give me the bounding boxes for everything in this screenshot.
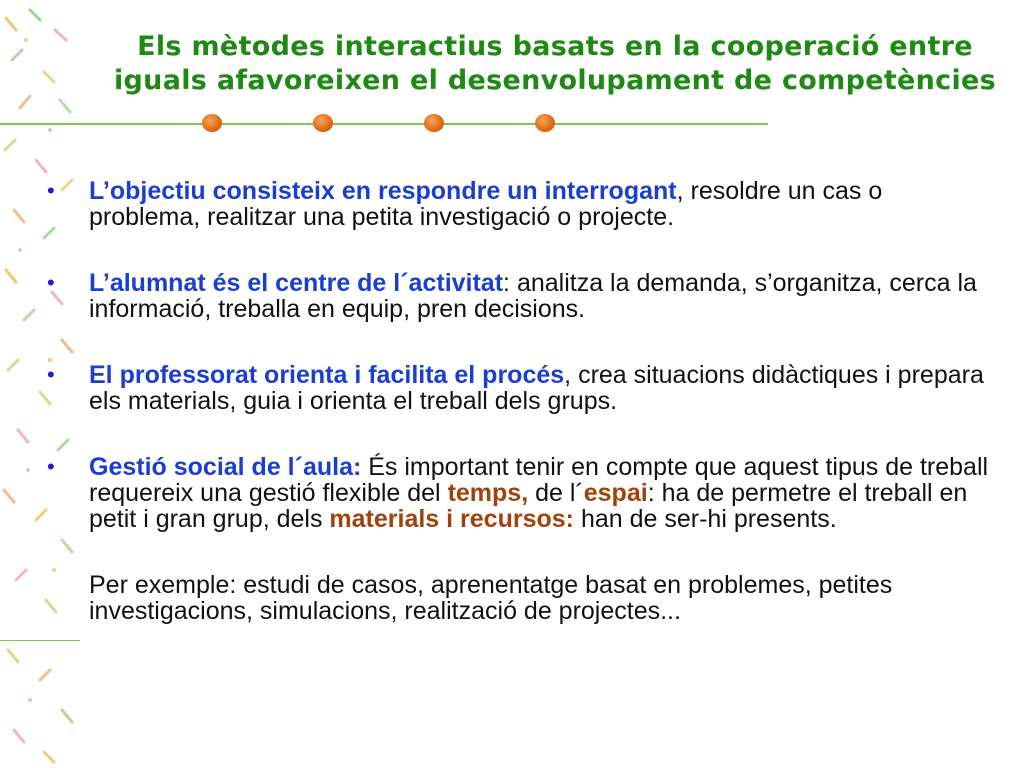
bullet-text bbox=[89, 572, 995, 624]
bullet-marker-icon: • bbox=[47, 362, 55, 387]
bullet-item bbox=[45, 270, 995, 322]
bullet-item bbox=[45, 362, 995, 414]
bullet-highlight-segment: materials i recursos: bbox=[329, 505, 574, 533]
slide-title-line-1: Els mètodes interactius basats en la cooperació entre bbox=[137, 31, 973, 62]
bullet-highlight-segment: espai bbox=[583, 479, 648, 507]
bullet-marker-icon: • bbox=[47, 178, 55, 203]
bullet-text-segment: , crea situacions didàctiques i prepara els materials, guia i orienta el treball dels grups. bbox=[89, 361, 984, 415]
bullet-marker-icon: • bbox=[47, 454, 55, 479]
bullet-text-segment: Per exemple: estudi de casos, aprenentatge basat en problemes, petites investigacions, simulacions, realització de projectes... bbox=[89, 571, 893, 625]
bullet-list bbox=[45, 178, 995, 664]
bullet-text bbox=[89, 362, 995, 414]
bullet-text bbox=[89, 270, 995, 322]
bullet-item bbox=[45, 454, 995, 532]
bullet-highlight-segment: L’alumnat és el centre de l´activitat bbox=[89, 269, 504, 297]
bullet-text bbox=[89, 454, 995, 532]
bullet-item bbox=[45, 178, 995, 230]
bullet-text-segment: han de ser-hi presents. bbox=[574, 505, 837, 533]
bullet-highlight-segment: Gestió social de l´aula: bbox=[89, 453, 362, 481]
title-underline-rule bbox=[0, 123, 768, 125]
bullet-text-segment: de l´ bbox=[528, 479, 584, 507]
bullet-highlight-segment: L’objectiu consisteix en respondre un interrogant bbox=[89, 177, 677, 205]
bullet-highlight-segment: temps, bbox=[447, 479, 529, 507]
bullet-text-segment: , resoldre un cas o problema, realitzar una petita investigació o projecte. bbox=[89, 177, 883, 231]
slide-title bbox=[95, 30, 1015, 98]
slide-title-line-2: iguals afavoreixen el desenvolupament de competències bbox=[113, 65, 997, 96]
bullet-text-segment: : ha de permetre el treball en petit i gran grup, dels bbox=[89, 479, 968, 533]
bullet-text bbox=[89, 178, 995, 230]
bullet-item bbox=[45, 572, 995, 624]
bullet-highlight-segment: El professorat orienta i facilita el procés bbox=[89, 361, 565, 389]
bullet-text-segment: : analitza la demanda, s’organitza, cerca la informació, treballa en equip, pren decisions. bbox=[89, 269, 977, 323]
bullet-text-segment: És important tenir en compte que aquest tipus de treball requereix una gestió flexible del bbox=[89, 453, 989, 507]
bullet-marker-icon: • bbox=[47, 270, 55, 295]
